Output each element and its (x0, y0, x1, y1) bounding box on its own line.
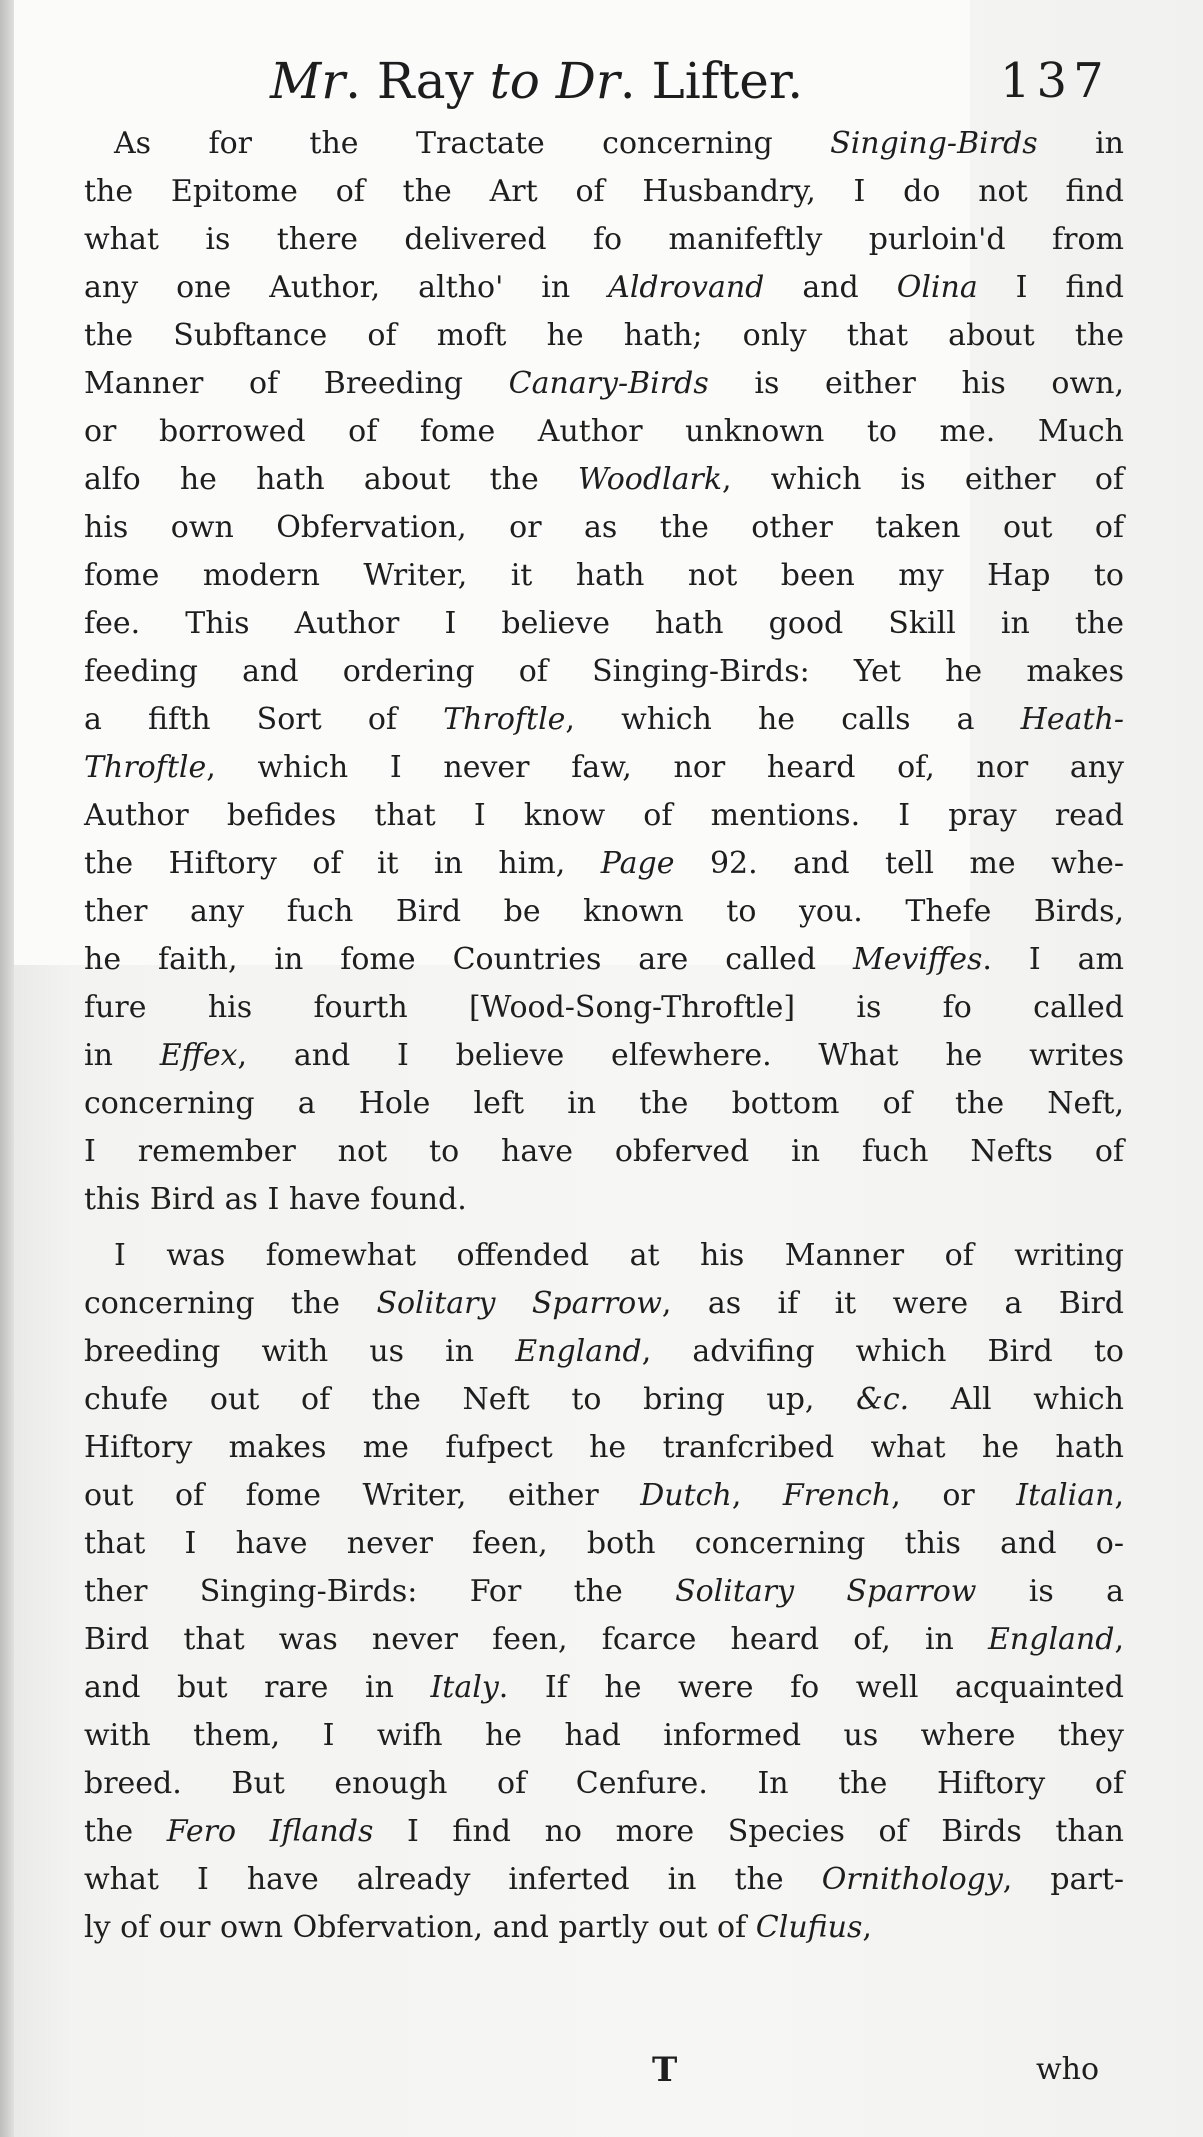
text-run: , and I believe elfewhere. What he writes (237, 1038, 1124, 1073)
text-line (84, 648, 1124, 696)
text-run: the Subftance of moft he hath; only that about the (84, 318, 1124, 353)
text-run: All which (909, 1382, 1124, 1417)
page-header (270, 50, 1130, 120)
text-run: is either his own, (708, 366, 1124, 401)
text-line (84, 1568, 1124, 1616)
running-title-ray: . Ray (345, 52, 490, 110)
text-run: , advifing which Bird to (641, 1334, 1124, 1369)
running-title (270, 50, 803, 112)
text-run: I was fomewhat offended at his Manner of writing (114, 1238, 1124, 1273)
text-run: any one Author, altho' in (84, 270, 609, 305)
italic-text: Heath- (1020, 702, 1124, 737)
text-run: alfo he hath about the (84, 462, 578, 497)
text-run: , or (891, 1478, 1017, 1513)
text-run: this Bird as I have found. (84, 1182, 467, 1217)
text-run: his own Obfervation, or as the other taken out of (84, 510, 1124, 545)
italic-text: Meviffes (852, 942, 983, 977)
text-line (84, 216, 1124, 264)
text-line (84, 1856, 1124, 1904)
text-line (84, 1616, 1124, 1664)
italic-text: Throftle (443, 702, 566, 737)
body-text (84, 120, 1124, 1952)
text-line (84, 600, 1124, 648)
text-line (84, 1424, 1124, 1472)
italic-text: Effex (159, 1038, 238, 1073)
italic-text: Italian (1016, 1478, 1115, 1513)
text-line (84, 120, 1124, 168)
text-run: fure his fourth [Wood-Song-Throftle] is fo called (84, 990, 1124, 1025)
text-line (84, 1376, 1124, 1424)
text-run: , which I never faw, nor heard of, nor any (206, 750, 1124, 785)
text-line (84, 552, 1124, 600)
page-footer (0, 2044, 1203, 2100)
text-run: . I am (982, 942, 1124, 977)
text-line (84, 408, 1124, 456)
italic-text: Aldrovand (608, 270, 765, 305)
text-run: concerning the (84, 1286, 377, 1321)
italic-text: Throftle (84, 750, 207, 785)
text-run: the (84, 1814, 167, 1849)
text-line (84, 1760, 1124, 1808)
text-line (84, 264, 1124, 312)
italic-text: French (782, 1478, 892, 1513)
text-run: what I have already inferted in the (84, 1862, 822, 1897)
text-run: , part- (1002, 1862, 1124, 1897)
text-run: breed. But enough of Cenfure. In the Hiftory of (84, 1766, 1124, 1801)
running-title-mr: Mr (270, 52, 346, 110)
text-line (84, 1328, 1124, 1376)
text-run: , which he calls a (565, 702, 1021, 737)
text-run: what is there delivered fo manifeftly purloin'd from (84, 222, 1124, 257)
italic-text: &c. (856, 1382, 910, 1417)
text-run: breeding with us in (84, 1334, 516, 1369)
text-run: , as if it were a Bird (661, 1286, 1124, 1321)
text-line (84, 792, 1124, 840)
text-run: a fifth Sort of (84, 702, 444, 737)
text-run: the Hiftory of it in him, (84, 846, 601, 881)
text-run: is a (976, 1574, 1124, 1609)
text-line (84, 1664, 1124, 1712)
text-run: he faith, in fome Countries are called (84, 942, 853, 977)
italic-text: Dutch (640, 1478, 732, 1513)
text-run: , (1114, 1478, 1124, 1513)
text-run: I find no more Species of Birds than (373, 1814, 1124, 1849)
italic-text: Clufius (755, 1910, 863, 1945)
text-line (84, 504, 1124, 552)
text-run: . If he were fo well acquainted (498, 1670, 1124, 1705)
text-run: fee. This Author I believe hath good Skill in the (84, 606, 1124, 641)
text-run: Author befides that I know of mentions. I pray read (84, 798, 1124, 833)
text-run: out of fome Writer, either (84, 1478, 641, 1513)
text-line (84, 1080, 1124, 1128)
italic-text: Italy (430, 1670, 499, 1705)
text-run: , (1114, 1622, 1124, 1657)
text-run: concerning a Hole left in the bottom of the Neft, (84, 1086, 1124, 1121)
text-run: in (1037, 126, 1124, 161)
running-title-to-dr: to Dr (489, 52, 620, 110)
text-line (84, 744, 1124, 792)
text-line (84, 888, 1124, 936)
text-line (84, 936, 1124, 984)
text-run: ther Singing-Birds: For the (84, 1574, 676, 1609)
text-run: in (84, 1038, 160, 1073)
text-run: Manner of Breeding (84, 366, 509, 401)
running-title-lister: . Lifter. (619, 52, 804, 110)
text-run: 92. and tell me whe- (674, 846, 1124, 881)
text-line (84, 1280, 1124, 1328)
text-line (84, 840, 1124, 888)
text-run: or borrowed of fome Author unknown to me. Much (84, 414, 1124, 449)
text-line (84, 1176, 1124, 1224)
text-line (84, 456, 1124, 504)
text-line (84, 1712, 1124, 1760)
text-run: fome modern Writer, it hath not been my Hap to (84, 558, 1124, 593)
text-run: chufe out of the Neft to bring up, (84, 1382, 857, 1417)
text-line (84, 1904, 1124, 1952)
catchword: who (1036, 2052, 1100, 2087)
text-run: and but rare in (84, 1670, 431, 1705)
text-run: Bird that was never feen, fcarce heard of, in (84, 1622, 989, 1657)
paragraph (84, 1232, 1124, 1952)
text-line (84, 360, 1124, 408)
italic-text: Solitary Sparrow (675, 1574, 977, 1609)
italic-text: Woodlark (577, 462, 723, 497)
page-number: 137 (1000, 53, 1110, 109)
text-line (84, 1472, 1124, 1520)
italic-text: Solitary Sparrow (376, 1286, 662, 1321)
text-run: ther any fuch Bird be known to you. Thefe Birds, (84, 894, 1124, 929)
signature-mark: T (652, 2050, 678, 2090)
text-run: that I have never feen, both concerning this and o- (84, 1526, 1124, 1561)
text-run: with them, I wifh he had informed us where they (84, 1718, 1124, 1753)
text-line (84, 696, 1124, 744)
italic-text: Page (600, 846, 675, 881)
italic-text: Olina (896, 270, 978, 305)
text-line (84, 1808, 1124, 1856)
italic-text: Ornithology (821, 1862, 1003, 1897)
text-run: I remember not to have obferved in fuch Nefts of (84, 1134, 1124, 1169)
italic-text: Singing-Birds (830, 126, 1038, 161)
text-run: feeding and ordering of Singing-Birds: Yet he makes (84, 654, 1124, 689)
text-run: and (764, 270, 897, 305)
text-run: Hiftory makes me fufpect he tranfcribed what he hath (84, 1430, 1124, 1465)
text-line (84, 1520, 1124, 1568)
italic-text: Canary-Birds (508, 366, 709, 401)
text-run: the Epitome of the Art of Husbandry, I do not find (84, 174, 1124, 209)
italic-text: England (515, 1334, 642, 1369)
text-run: , which is either of (722, 462, 1124, 497)
paragraph (84, 120, 1124, 1224)
text-run: I find (977, 270, 1125, 305)
text-run: , (731, 1478, 783, 1513)
text-run: ly of our own Obfervation, and partly out of (84, 1910, 756, 1945)
text-line (84, 1128, 1124, 1176)
italic-text: England (988, 1622, 1115, 1657)
text-run: , (862, 1910, 872, 1945)
text-line (84, 1032, 1124, 1080)
text-line (84, 1232, 1124, 1280)
binding-shadow (0, 0, 14, 2137)
text-line (84, 168, 1124, 216)
text-run: As for the Tractate concerning (114, 126, 831, 161)
text-line (84, 312, 1124, 360)
text-line (84, 984, 1124, 1032)
italic-text: Fero Iflands (166, 1814, 374, 1849)
